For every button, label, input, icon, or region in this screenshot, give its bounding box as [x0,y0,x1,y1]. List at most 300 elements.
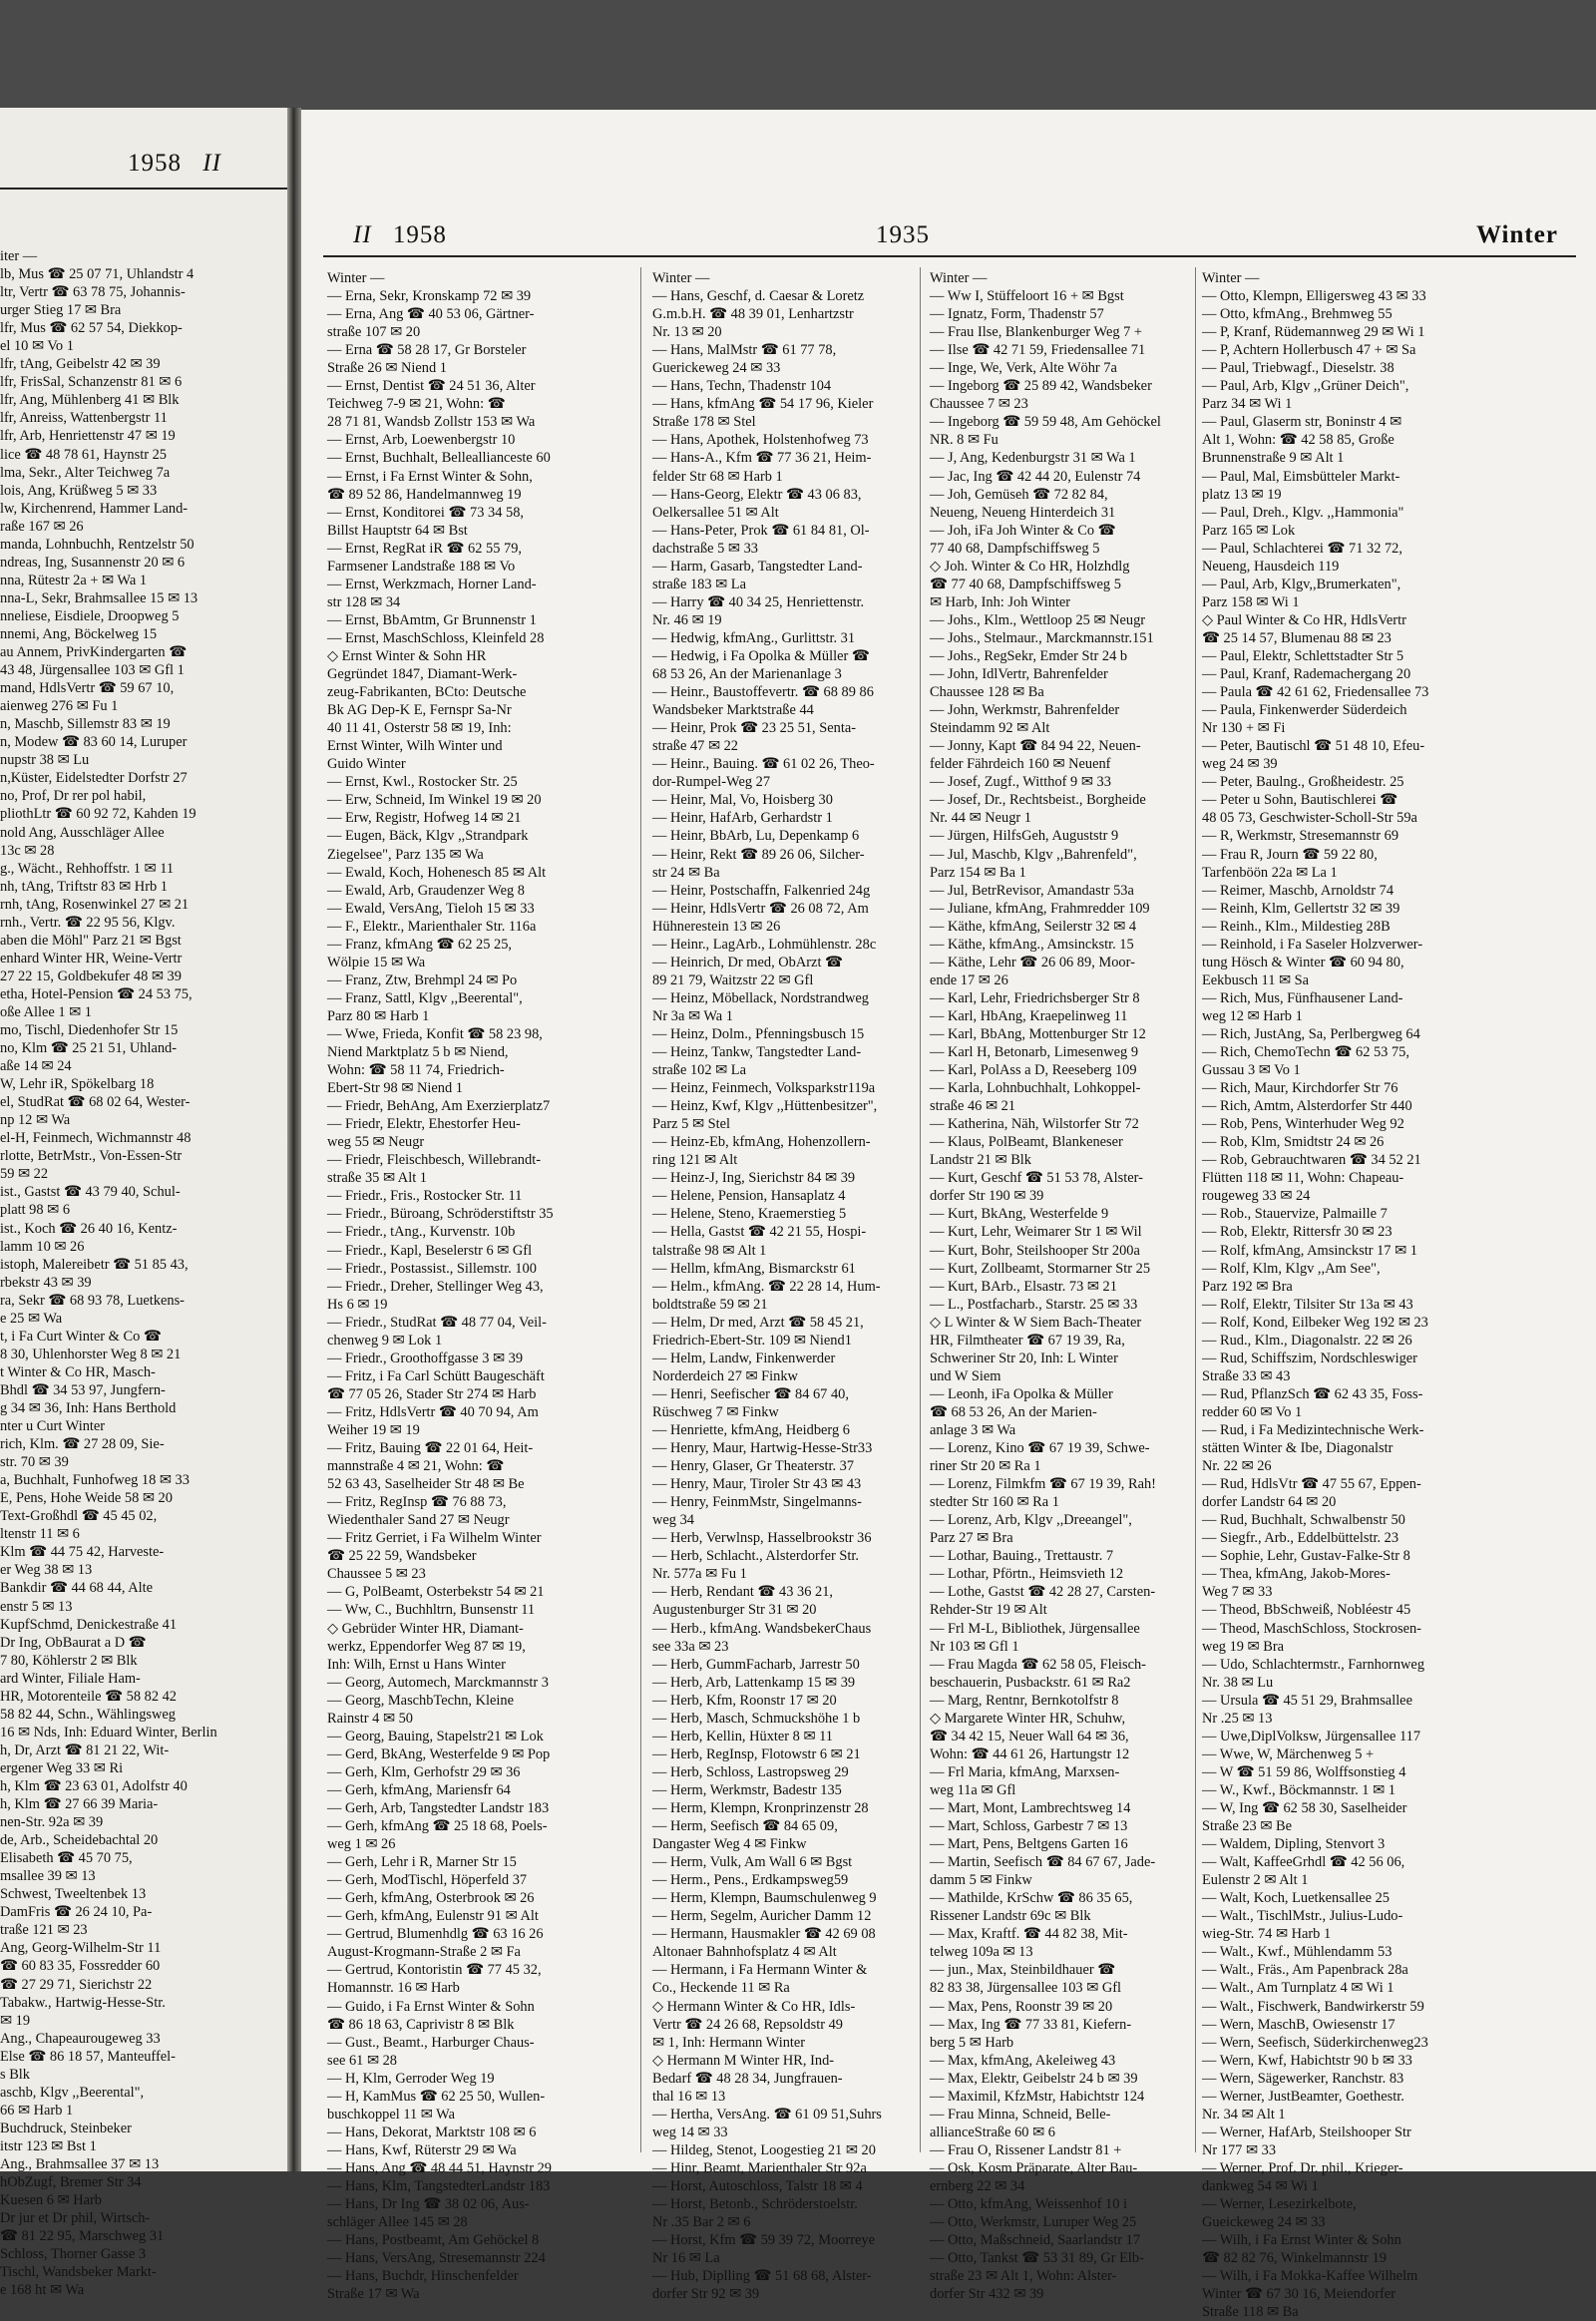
directory-entry-line: ◇ Gebrüder Winter HR, Diamant- [327,1620,524,1637]
directory-entry-line: — Lorenz, Arb, Klgv ,,Dreeangel", [930,1512,1132,1529]
directory-entry-line: — H, KamMus ☎ 62 25 50, Wullen- [327,2088,546,2105]
directory-entry-line: — Wwe, Frieda, Konfit ☎ 58 23 98, [327,1025,543,1042]
directory-entry-line: — Henry, Maur, Tiroler Str 43 ✉ 43 [652,1476,862,1493]
directory-entry-line: felder Fährdeich 160 ✉ Neuenf [930,756,1111,773]
directory-entry-line: ☎ 89 52 86, Handelmannweg 19 [327,486,522,503]
directory-entry-line: iter — [0,248,38,264]
directory-entry-line: — Herb., kfmAng. WandsbekerChaus [652,1620,872,1637]
directory-entry-line: Wölpie 15 ✉ Wa [327,954,426,970]
directory-entry-line: Rüschweg 7 ✉ Finkw [652,1403,779,1420]
directory-entry-line: — Rud, Schiffszim, Nordschleswiger [1202,1350,1417,1366]
directory-entry-line: Guerickeweg 24 ✉ 33 [652,360,781,377]
directory-entry-line: — Harry ☎ 40 34 25, Henriettenstr. [652,593,865,610]
directory-entry-line: ndreas, Ing, Susannenstr 20 ✉ 6 [0,554,186,571]
directory-entry-line: — Erw, Schneid, Im Winkel 19 ✉ 20 [327,792,542,809]
directory-entry-line: — H, Klm, Gerroder Weg 19 [327,2070,495,2087]
directory-entry-line: ☎ 25 22 59, Wandsbeker [327,1548,477,1565]
directory-entry-line: — Walt, KaffeeGrhdl ☎ 42 56 06, [1202,1854,1405,1871]
left-header-part: II [202,150,221,177]
directory-entry-line: Altonaer Bahnhofsplatz 4 ✉ Alt [652,1944,837,1961]
directory-entry-line: — P, Achtern Hollerbusch 47 + ✉ Sa [1202,342,1416,359]
directory-entry-line: no, Klm ☎ 25 21 51, Uhland- [0,1040,178,1057]
directory-entry-line: — Heinr., Bauing. ☎ 61 02 26, Theo- [652,756,875,773]
directory-entry-line: — Kurt, Geschf ☎ 51 53 78, Alster- [930,1170,1143,1187]
directory-entry-line: ◇ Hermann Winter & Co HR, Idls- [652,1998,856,2015]
directory-entry-line: — Gust., Beamt., Harburger Chaus- [327,2034,535,2051]
directory-entry-line: — Ernst, MaschSchloss, Kleinfeld 28 [327,629,545,646]
directory-entry-line: — Fritz, i Fa Carl Schütt Baugeschäft [327,1367,545,1384]
directory-entry-line: wieg-Str. 74 ✉ Harb 1 [1202,1926,1332,1943]
directory-entry-line: — Jul, BetrRevisor, Amandastr 53a [930,882,1134,899]
right-page-header-left [353,221,447,249]
directory-entry-line: — Karl, PolAss a D, Reeseberg 109 [930,1062,1137,1079]
directory-entry-line: t, i Fa Curt Winter & Co ☎ [0,1328,162,1345]
directory-entry-line: — Georg, MaschbTechn, Kleine [327,1692,514,1709]
directory-entry-line: Nr .35 Bar 2 ✉ 6 [652,2214,751,2231]
directory-entry-line: — Horst, Autoschloss, Talstr 18 ✉ 4 [652,2177,863,2194]
directory-entry-line: Elisabeth ☎ 45 70 75, [0,1850,133,1867]
directory-entry-line: — Fritz, Bauing ☎ 22 01 64, Heit- [327,1440,534,1457]
directory-entry-line: HR, Motorenteile ☎ 58 82 42 [0,1688,178,1705]
directory-entry-line: — Josef, Dr., Rechtsbeist., Borgheide [930,792,1146,809]
directory-entry-line: weg 11a ✉ Gfl [930,1781,1016,1798]
directory-entry-line: Gegründet 1847, Diamant-Werk- [327,666,518,683]
directory-entry-line: — Wilh, i Fa Mokka-Kaffee Wilhelm [1202,2268,1418,2285]
directory-entry-line: — Helm, Landw, Finkenwerder [652,1350,836,1366]
directory-entry-line: straße 47 ✉ 22 [652,738,738,755]
left-header-rule [0,188,287,190]
directory-entry-line: — Hans, Dr Ing ☎ 38 02 06, Aus- [327,2196,530,2213]
directory-entry-line: el 10 ✉ Vo 1 [0,338,74,355]
directory-entry-line: talstraße 98 ✉ Alt 1 [652,1242,767,1259]
directory-entry-line: — Hans, Buchdr, Hinschenfelder [327,2268,519,2285]
directory-entry-line: — Karl H, Betonarb, Limesenweg 9 [930,1044,1139,1061]
directory-entry-line: de, Arb., Scheidebachtal 20 [0,1832,159,1849]
directory-entry-line: — Gerh, kfmAng, Eulenstr 91 ✉ Alt [327,1908,539,1925]
directory-entry-line: Tabakw., Hartwig-Hesse-Str. [0,1994,166,2011]
directory-entry-line: — Fritz Gerriet, i Fa Wilhelm Winter [327,1530,542,1547]
directory-entry-line: — Heinr., LagArb., Lohmühlenstr. 28c [652,936,877,953]
directory-entry-line: Wohn: ☎ 44 61 26, Hartungstr 12 [930,1745,1130,1762]
directory-entry-line: — Paul, Dreh., Klgv. ,,Hammonia" [1202,504,1404,521]
directory-entry-line: — Paul, Triebwagf., Dieselstr. 38 [1202,360,1395,377]
directory-entry-line: werkz, Eppendorfer Weg 87 ✉ 19, [327,1638,526,1655]
directory-entry-line: — Paul, Elektr, Schlettstadter Str 5 [1202,647,1404,664]
directory-entry-line: — Hans, Kwf, Rüterstr 29 ✉ Wa [327,2141,517,2158]
directory-entry-line: — Kurt, BArb., Elsastr. 73 ✉ 21 [930,1278,1117,1295]
directory-entry-line: — Rolf, Elektr, Tilsiter Str 13a ✉ 43 [1202,1296,1413,1313]
directory-entry-line: allianceStraße 60 ✉ 6 [930,2124,1055,2140]
directory-entry-line: n, Maschb, Sillemstr 83 ✉ 19 [0,716,171,733]
directory-entry-line: — Herm, Klempn, Baumschulenweg 9 [652,1890,877,1907]
directory-entry-line: — Rob., Stauervize, Palmaille 7 [1202,1206,1388,1223]
directory-entry-line: Winter — [930,270,988,286]
directory-entry-line: straße 183 ✉ La [652,576,746,592]
directory-entry-line: ist., Koch ☎ 26 40 16, Kentz- [0,1220,178,1237]
directory-entry-line: — Friedr, Elektr, Ehestorfer Heu- [327,1116,521,1133]
directory-entry-line: — Herb, RegInsp, Flotowstr 6 ✉ 21 [652,1745,861,1762]
directory-entry-line: lw, Kirchenrend, Hammer Land- [0,500,189,517]
directory-entry-line: — Helm, Dr med, Arzt ☎ 58 45 21, [652,1314,864,1331]
directory-entry-line: schläger Allee 145 ✉ 28 [327,2214,468,2231]
directory-entry-line: Billst Hauptstr 64 ✉ Bst [327,522,468,539]
directory-entry-line: — G, PolBeamt, Osterbekstr 54 ✉ 21 [327,1584,545,1601]
directory-entry-line: ☎ 60 83 35, Fossredder 60 [0,1958,161,1975]
directory-entry-line: — Katherina, Näh, Wilstorfer Str 72 [930,1116,1139,1133]
directory-entry-line: el, StudRat ☎ 68 02 64, Wester- [0,1094,191,1111]
directory-entry-line: — Max, Ing ☎ 77 33 81, Kiefern- [930,2016,1132,2033]
directory-entry-line: ◇ Ernst Winter & Sohn HR [327,647,487,664]
directory-entry-line: Augustenburger Str 31 ✉ 20 [652,1602,817,1619]
directory-entry-line: — Mart, Schloss, Garbestr 7 ✉ 13 [930,1818,1128,1835]
directory-entry-line: — Rud, i Fa Medizintechnische Werk- [1202,1422,1424,1438]
directory-entry-line: — John, IdlVertr, Bahrenfelder [930,666,1108,683]
directory-entry-line: — Heinr, HafArb, Gerhardstr 1 [652,810,833,827]
directory-entry-line: — Fritz, HdlsVertr ☎ 40 70 94, Am [327,1403,539,1420]
directory-entry-line: — Hella, Gastst ☎ 42 21 55, Hospi- [652,1224,867,1241]
directory-entry-line: — Rud., Klm., Diagonalstr. 22 ✉ 26 [1202,1332,1412,1349]
directory-entry-line: damm 5 ✉ Finkw [930,1872,1032,1889]
directory-entry-line: lfr, Mus ☎ 62 57 54, Diekkop- [0,320,183,337]
directory-entry-line: — Ernst, Buchhalt, Belleallianceste 60 [327,450,551,467]
directory-entry-line: str. 70 ✉ 39 [0,1454,69,1471]
directory-entry-line: — Erna, Ang ☎ 40 53 06, Gärtner- [327,306,535,323]
directory-entry-line: — Heinr, Postschaffn, Falkenried 24g [652,882,871,899]
directory-entry-line: — Wern, Sägewerker, Ranchstr. 83 [1202,2070,1404,2087]
directory-entry-line: — Georg, Automech, Marckmannstr 3 [327,1674,549,1691]
directory-entry-line: weg 14 ✉ 33 [652,2124,728,2140]
directory-entry-line: Co., Heckende 11 ✉ Ra [652,1980,790,1997]
directory-entry-line: 16 ✉ Nds, Inh: Eduard Winter, Berlin [0,1724,217,1741]
directory-entry-line: dorfer Landstr 64 ✉ 20 [1202,1494,1337,1511]
directory-entry-line: Bedarf ☎ 48 28 34, Jungfrauen- [652,2070,843,2087]
directory-entry-line: DamFris ☎ 26 24 10, Pa- [0,1904,153,1921]
directory-entry-line: — Friedr., Fris., Rostocker Str. 11 [327,1188,523,1205]
directory-entry-line: — Ernst, BbAmtm, Gr Brunnenstr 1 [327,611,537,628]
directory-entry-line: Parz 80 ✉ Harb 1 [327,1007,430,1024]
directory-entry-line: — Henri, Seefischer ☎ 84 67 40, [652,1385,849,1402]
directory-entry-line: — Paul, Schlachterei ☎ 71 32 72, [1202,540,1402,557]
directory-entry-line: und W Siem [930,1367,1001,1384]
directory-entry-line: Wiedenthaler Sand 27 ✉ Neugr [327,1512,510,1529]
directory-entry-line: rlotte, BetrMstr., Von-Essen-Str [0,1148,183,1165]
directory-entry-line: — Ernst, Werkzmach, Horner Land- [327,576,537,592]
directory-entry-line: — Friedr, Fleischbesch, Willebrandt- [327,1152,541,1169]
entry-column-1 [327,269,628,2303]
directory-entry-line: Schwest, Tweeltenbek 13 [0,1886,147,1903]
directory-entry-line: — Lothar, Pförtn., Heimsvieth 12 [930,1566,1124,1583]
directory-entry-line: — Rolf, Klm, Klgv ,,Am See", [1202,1260,1381,1277]
directory-entry-line: — Ernst, RegRat iR ☎ 62 55 79, [327,540,523,557]
directory-entry-line: dankweg 54 ✉ Wi 1 [1202,2177,1319,2194]
directory-entry-line: Rissener Landstr 69c ✉ Blk [930,1908,1091,1925]
directory-entry-line: — Heinr, HdlsVertr ☎ 26 08 72, Am [652,900,869,917]
directory-entry-line: Straße 17 ✉ Wa [327,2286,420,2303]
directory-entry-line: 40 11 41, Osterstr 58 ✉ 19, Inh: [327,720,512,737]
directory-entry-line: — Franz, Sattl, Klgv ,,Beerental", [327,989,523,1006]
directory-entry-line: aben die Möhl" Parz 21 ✉ Bgst [0,932,182,949]
directory-entry-line: — Ingeborg ☎ 59 59 48, Am Gehöckel [930,414,1161,431]
directory-entry-line: — Helene, Pension, Hansaplatz 4 [652,1188,846,1205]
directory-entry-line: — Joh, Gemüseh ☎ 72 82 84, [930,486,1108,503]
directory-entry-line: — Jonny, Kapt ☎ 84 94 22, Neuen- [930,738,1141,755]
directory-entry-line: — Peter, Bautischl ☎ 51 48 10, Efeu- [1202,738,1425,755]
directory-entry-line: — jun., Max, Steinbildhauer ☎ [930,1962,1116,1979]
directory-entry-line: Rainstr 4 ✉ 50 [327,1710,414,1727]
directory-entry-line: no, Prof, Dr rer pol habil, [0,788,147,805]
directory-entry-line: — Paula ☎ 42 61 62, Friedensallee 73 [1202,684,1429,701]
directory-entry-line: — Herm, Segelm, Auricher Damm 12 [652,1908,872,1925]
directory-entry-line: ◇ Margarete Winter HR, Schuhw, [930,1710,1126,1727]
directory-entry-line: Kuesen 6 ✉ Harb [0,2192,102,2209]
directory-entry-line: Parz 154 ✉ Ba 1 [930,864,1026,881]
directory-entry-line: — Ingeborg ☎ 25 89 42, Wandsbeker [930,378,1152,395]
directory-entry-line: traße 121 ✉ 23 [0,1922,88,1939]
directory-entry-line: ende 17 ✉ 26 [930,971,1008,988]
directory-entry-line: ltenstr 11 ✉ 6 [0,1526,80,1543]
directory-entry-line: — Wern, Seefisch, Süderkirchenweg23 [1202,2034,1428,2051]
directory-entry-line: lice ☎ 48 78 61, Haynstr 25 [0,446,168,463]
directory-entry-line: — Rob, Pens, Winterhuder Weg 92 [1202,1116,1404,1133]
directory-entry-line: — Käthe, kfmAng, Seilerstr 32 ✉ 4 [930,918,1137,935]
directory-entry-line: — Waldem, Dipling, Stenvort 3 [1202,1836,1386,1853]
directory-entry-line: ☎ 68 53 26, An der Marien- [930,1403,1097,1420]
directory-entry-line: — Hans, Klm, TangstedterLandstr 183 [327,2177,551,2194]
directory-entry-line: Ang., Brahmsallee 37 ✉ 13 [0,2155,160,2172]
directory-entry-line: — Herm, Seefisch ☎ 84 65 09, [652,1818,838,1835]
directory-entry-line: Chaussee 5 ✉ 23 [327,1566,426,1583]
directory-entry-line: — Heinrich, Dr med, ObArzt ☎ [652,954,843,970]
right-page [301,110,1596,2321]
directory-entry-line: Neueng, Hausdeich 119 [1202,558,1340,575]
entry-column-2 [652,269,912,2303]
directory-entry-line: np 12 ✉ Wa [0,1112,71,1129]
directory-entry-line: Parz 27 ✉ Bra [930,1530,1013,1547]
directory-entry-line: weg 12 ✉ Harb 1 [1202,1007,1303,1024]
directory-entry-line: — Otto, kfmAng, Weissenhof 10 i [930,2196,1128,2213]
directory-entry-line: — Käthe, kfmAng., Amsinckstr. 15 [930,936,1134,953]
directory-entry-line: weg 34 [652,1512,694,1529]
directory-entry-line: nneliese, Eisdiele, Droopweg 5 [0,607,180,624]
directory-entry-line: — Ewald, VersAng, Tieloh 15 ✉ 33 [327,900,535,917]
directory-entry-line: zeug-Fabrikanten, BCto: Deutsche [327,684,527,701]
directory-entry-line: lfr, FrisSal, Schanzenstr 81 ✉ 6 [0,374,183,391]
directory-entry-line: Straße 26 ✉ Niend 1 [327,360,447,377]
directory-entry-line: pliothLtr ☎ 60 92 72, Kahden 19 [0,806,197,823]
directory-entry-line: rougeweg 33 ✉ 24 [1202,1188,1311,1205]
directory-entry-line: — Otto, Maßschneid, Saarlandstr 17 [930,2232,1141,2249]
directory-entry-line: Else ☎ 86 18 57, Manteuffel- [0,2048,176,2065]
directory-entry-line: h, Dr, Arzt ☎ 81 21 22, Wit- [0,1741,170,1758]
directory-entry-line: Rehder-Str 19 ✉ Alt [930,1602,1047,1619]
directory-entry-line: — Friedr., Groothoffgasse 3 ✉ 39 [327,1350,524,1366]
left-page [0,108,287,2299]
directory-entry-line: KupfSchmd, Denickestraße 41 [0,1616,178,1633]
directory-entry-line: — Frau R, Journ ☎ 59 22 80, [1202,846,1378,863]
directory-entry-line: ◇ Hermann M Winter HR, Ind- [652,2052,835,2069]
directory-entry-line: — Eugen, Bäck, Klgv ,,Strandpark [327,828,529,845]
directory-entry-line: — Hans, MalMstr ☎ 61 77 78, [652,342,837,359]
entry-column-3 [930,269,1193,2303]
directory-entry-line: nter u Curt Winter [0,1418,106,1435]
directory-entry-line: — Wwe, W, Märchenweg 5 + [1202,1745,1375,1762]
directory-entry-line: straße 107 ✉ 20 [327,324,421,341]
directory-entry-line: — Ursula ☎ 45 51 29, Brahmsallee [1202,1692,1412,1709]
directory-entry-line: — Gertrud, Blumenhdlg ☎ 63 16 26 [327,1926,544,1943]
directory-entry-line: — P, Kranf, Rüdemannweg 29 ✉ Wi 1 [1202,324,1425,341]
left-header-year: 1958 [128,150,182,177]
directory-entry-line: — Friedr., StudRat ☎ 48 77 04, Veil- [327,1314,547,1331]
directory-entry-line: lfr, Arb, Henriettenstr 47 ✉ 19 [0,428,176,445]
directory-entry-line: lfr, Ang, Mühlenberg 41 ✉ Blk [0,392,180,409]
directory-entry-line: Steindamm 92 ✉ Alt [930,720,1050,737]
directory-entry-line: nold Ang, Ausschläger Allee [0,824,165,841]
directory-entry-line: W, Lehr iR, Spökelbarg 18 [0,1076,155,1093]
directory-entry-line: Landstr 21 ✉ Blk [930,1152,1031,1169]
directory-entry-line: Dangaster Weg 4 ✉ Finkw [652,1836,807,1853]
directory-entry-line: — Henry, Maur, Hartwig-Hesse-Str33 [652,1440,873,1457]
directory-entry-line: see 61 ✉ 28 [327,2052,398,2069]
directory-entry-line: — Joh, iFa Joh Winter & Co ☎ [930,522,1116,539]
directory-entry-line: berg 5 ✉ Harb [930,2034,1014,2051]
directory-entry-line: istoph, Malereibetr ☎ 51 85 43, [0,1256,189,1273]
directory-entry-line: g 34 ✉ 36, Inh: Hans Berthold [0,1400,177,1416]
column-divider [1195,267,1196,2152]
directory-entry-line: — Herm, Vulk, Am Wall 6 ✉ Bgst [652,1854,853,1871]
directory-entry-line: ltr, Vertr ☎ 63 78 75, Johannis- [0,284,186,301]
directory-entry-line: — Reinhold, i Fa Saseler Holzverwer- [1202,936,1423,953]
directory-entry-line: ring 121 ✉ Alt [652,1152,738,1169]
directory-entry-line: — Marg, Rentnr, Bernkotolfstr 8 [930,1692,1119,1709]
directory-entry-line: — Herb, Rendant ☎ 43 36 21, [652,1584,833,1601]
directory-entry-line: — Paul, Arb, Klgv ,,Grüner Deich", [1202,378,1409,395]
directory-entry-line: — Ernst, Dentist ☎ 24 51 36, Alter [327,378,536,395]
directory-entry-line: Wandsbeker Marktstraße 44 [652,702,814,719]
directory-entry-line: — Rob, Gebrauchtwaren ☎ 34 52 21 [1202,1152,1421,1169]
directory-entry-line: platt 98 ✉ 6 [0,1202,71,1219]
directory-entry-line: rich, Klm. ☎ 27 28 09, Sie- [0,1436,165,1453]
directory-entry-line: 43 48, Jürgensallee 103 ✉ Gfl 1 [0,662,185,679]
directory-entry-line: lfr, Anreiss, Wattenbergstr 11 [0,410,168,427]
directory-entry-line: — Hinr, Beamt, Marienthaler Str 92a [652,2159,867,2176]
directory-entry-line: h, Klm ☎ 23 63 01, Adolfstr 40 [0,1777,188,1794]
directory-entry-line: 89 21 79, Waitzstr 22 ✉ Gfl [652,971,814,988]
directory-entry-line: s Blk [0,2066,30,2083]
directory-entry-line: — Martin, Seefisch ☎ 84 67 67, Jade- [930,1854,1156,1871]
directory-entry-line: dor-Rumpel-Weg 27 [652,774,771,791]
directory-entry-line: ☎ 25 14 57, Blumenau 88 ✉ 23 [1202,629,1392,646]
directory-entry-line: Niend Marktplatz 5 b ✉ Niend, [327,1044,509,1061]
directory-entry-line: August-Krogmann-Straße 2 ✉ Fa [327,1944,521,1961]
directory-entry-line: — Herm, Werkmstr, Badestr 135 [652,1781,842,1798]
directory-entry-line: — Ernst, Konditorei ☎ 73 34 58, [327,504,524,521]
right-header-part: II [353,221,372,248]
directory-entry-line: — Ignatz, Form, Thadenstr 57 [930,306,1104,323]
directory-entry-line: 58 82 44, Schn., Wählingsweg [0,1706,177,1723]
directory-entry-line: — W ☎ 51 59 86, Wolffsonstieg 4 [1202,1763,1406,1780]
directory-entry-line: — Reimer, Maschb, Arnoldstr 74 [1202,882,1395,899]
directory-entry-line: — Gerd, BkAng, Westerfelde 9 ✉ Pop [327,1745,551,1762]
directory-entry-line: 7 80, Köhlerstr 2 ✉ Blk [0,1652,138,1669]
directory-entry-line: Oelkersallee 51 ✉ Alt [652,504,779,521]
directory-entry-line: weg 24 ✉ 39 [1202,756,1278,773]
directory-entry-line: — Hans-Georg, Elektr ☎ 43 06 83, [652,486,862,503]
directory-entry-line: — Rich, JustAng, Sa, Perlbergweg 64 [1202,1025,1420,1042]
directory-entry-line: — Wilh, i Fa Ernst Winter & Sohn [1202,2232,1401,2249]
directory-entry-line: — Henry, Glaser, Gr Theaterstr. 37 [652,1458,855,1475]
directory-entry-line: Bhdl ☎ 34 53 97, Jungfern- [0,1381,166,1398]
directory-entry-line: 59 ✉ 22 [0,1166,49,1183]
directory-entry-line: — Ernst, Kwl., Rostocker Str. 25 [327,774,518,791]
directory-entry-line: — John, Werkmstr, Bahrenfelder [930,702,1120,719]
directory-entry-line: — Karl, BbAng, Mottenburger Str 12 [930,1025,1146,1042]
directory-entry-line: — Theod, BbSchweiß, Nobléestr 45 [1202,1602,1411,1619]
directory-entry-line: Hühnerestein 13 ✉ 26 [652,918,781,935]
directory-entry-line: Klm ☎ 44 75 42, Harveste- [0,1544,165,1561]
directory-entry-line: mannstraße 4 ✉ 21, Wohn: ☎ [327,1458,505,1475]
directory-entry-line: — Herb, Verwlnsp, Hasselbrookstr 36 [652,1530,872,1547]
directory-entry-line: 66 ✉ Harb 1 [0,2102,74,2119]
directory-entry-line: straße 46 ✉ 21 [930,1098,1015,1115]
directory-entry-line: Ebert-Str 98 ✉ Niend 1 [327,1080,463,1097]
directory-entry-line: ☎ 81 22 95, Marschweg 31 [0,2228,165,2245]
book-gutter [287,108,301,2171]
directory-entry-line: oße Allee 1 ✉ 1 [0,1003,92,1020]
directory-entry-line: Homannstr. 16 ✉ Harb [327,1980,460,1997]
directory-entry-line: — Peter, Baulng., Großheidestr. 25 [1202,774,1404,791]
directory-entry-line: 52 63 43, Saselheider Str 48 ✉ Be [327,1476,525,1493]
directory-entry-line: — Klaus, PolBeamt, Blankeneser [930,1134,1123,1151]
directory-entry-line: mand, HdlsVertr ☎ 59 67 10, [0,680,175,697]
directory-entry-line: — Henriette, kfmAng, Heidberg 6 [652,1422,850,1438]
directory-entry-line: — Gerh, Arb, Tangstedter Landstr 183 [327,1799,550,1816]
directory-entry-line: tung Hösch & Winter ☎ 60 94 80, [1202,954,1404,970]
directory-entry-line: — J, Ang, Kedenburgstr 31 ✉ Wa 1 [930,450,1136,467]
directory-entry-line: — Herm., Pens., Erdkampsweg59 [652,1872,849,1889]
directory-entry-line: dorfer Str 432 ✉ 39 [930,2286,1044,2303]
directory-entry-line: — Herm, Klempn, Kronprinzenstr 28 [652,1799,869,1816]
directory-entry-line: — Karl, Lehr, Friedrichsberger Str 8 [930,989,1140,1006]
directory-entry-line: Winter — [652,270,710,286]
directory-entry-line: — Walt., Fräs., Am Papenbrack 28a [1202,1962,1408,1979]
directory-entry-line: — Theod, MaschSchloss, Stockrosen- [1202,1620,1421,1637]
directory-entry-line: — Thea, kfmAng, Jakob-Mores- [1202,1566,1391,1583]
running-head: Winter [1476,221,1558,248]
directory-entry-line: ◇ Paul Winter & Co HR, HdlsVertr [1202,611,1406,628]
directory-entry-line: Straße 178 ✉ Stel [652,414,756,431]
directory-entry-line: — Walt, Koch, Luetkensallee 25 [1202,1890,1390,1907]
directory-entry-line: — Harm, Gasarb, Tangstedter Land- [652,558,863,575]
directory-entry-line: Brunnenstraße 9 ✉ Alt 1 [1202,450,1345,467]
left-page-header [128,150,221,178]
directory-entry-line: — Heinr, BbArb, Lu, Depenkamp 6 [652,828,860,845]
directory-entry-line: nen-Str. 92a ✉ 39 [0,1814,104,1831]
directory-entry-line: Nr. 13 ✉ 20 [652,324,722,341]
directory-entry-line: stätten Winter & Ibe, Diagonalstr [1202,1440,1394,1457]
directory-entry-line: rnh, tAng, Rosenwinkel 27 ✉ 21 [0,896,190,913]
directory-entry-line: — Mart, Pens, Beltgens Garten 16 [930,1836,1128,1853]
directory-entry-line: — Erna ☎ 58 28 17, Gr Borsteler [327,342,527,359]
directory-entry-line: 68 53 26, An der Marienanlage 3 [652,666,842,683]
directory-entry-line: Nr. 22 ✉ 26 [1202,1458,1272,1475]
directory-entry-line: — Friedr, BehAng, Am Exerzierplatz7 [327,1098,551,1115]
directory-entry-line: — Heinz, Tankw, Tangstedter Land- [652,1044,862,1061]
directory-entry-line: — Gertrud, Kontoristin ☎ 77 45 32, [327,1962,542,1979]
directory-entry-line: ◇ Joh. Winter & Co HR, Holzhdlg [930,558,1130,575]
directory-entry-line: dorfer Str 92 ✉ 39 [652,2286,760,2303]
directory-entry-line: — Uwe,DiplVolksw, Jürgensallee 117 [1202,1728,1421,1744]
directory-entry-line: — Heinr., Baustoffevertr. ☎ 68 89 86 [652,684,874,701]
